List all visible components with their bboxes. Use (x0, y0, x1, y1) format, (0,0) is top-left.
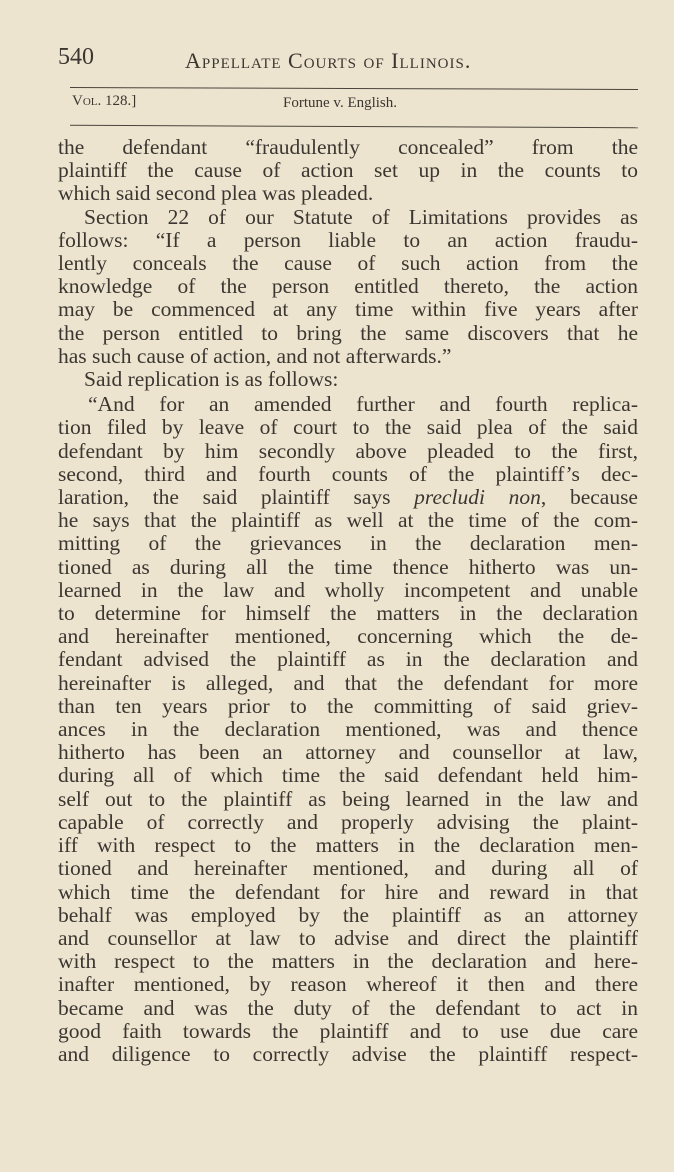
text-line: which said second plea was pleaded. (58, 181, 374, 206)
text-line: the defendant “fraudulently concealed” from the (58, 135, 638, 159)
text-line: iff with respect to the matters in the declaration men- (58, 833, 638, 858)
text-line: hereinafter is alleged, and that the defendant for more (58, 670, 638, 695)
body-text (58, 136, 638, 1066)
latin-phrase: precludi non (414, 485, 541, 510)
text-line: tion filed by leave of court to the said plea of the said (58, 415, 638, 440)
text-line: self out to the plaintiff as being learned in the law and (58, 786, 638, 811)
text-line: follows: “If a person liable to an action fraudu- (58, 227, 638, 252)
text-line: he says that the plaintiff as well at the time of the com- (58, 508, 638, 533)
paragraph (58, 368, 638, 391)
text-line: Section 22 of our Statute of Limitations provides as (84, 204, 638, 229)
text-line: “And for an amended further and fourth replica- (88, 392, 638, 417)
text-line: behalf was employed by the plaintiff as an attorney (58, 902, 638, 927)
text-line: fendant advised the plaintiff as in the declaration and (58, 647, 638, 672)
header-rule-top (70, 87, 638, 90)
paragraph (58, 206, 638, 368)
text-line: Said replication is as follows: (84, 367, 339, 392)
text-line: during all of which time the said defendant held him- (58, 763, 638, 788)
text-line: learned in the law and wholly incompetent and unable (58, 577, 638, 602)
text-line: lently conceals the cause of such action from the (58, 251, 638, 276)
text-line: than ten years prior to the committing of said griev- (58, 693, 638, 718)
text-line: plaintiff the cause of action set up in the counts to (58, 158, 638, 183)
text-line: and counsellor at law to advise and direct the plaintiff (58, 925, 638, 950)
text-line: may be commenced at any time within five years after (58, 297, 638, 322)
quoted-replication (58, 393, 638, 1066)
case-title: Fortune v. English. (283, 95, 398, 111)
text-line: knowledge of the person entitled thereto, the action (58, 274, 638, 299)
text-line: second, third and fourth counts of the plaintiff’s dec- (58, 461, 638, 486)
text-line: tioned and hereinafter mentioned, and during all of (58, 856, 638, 881)
text-line: laration, the said plaintiff says precludi non, because (58, 485, 638, 510)
volume-label: Vol. 128.] (72, 93, 137, 109)
text-line: tioned as during all the time thence hitherto was un- (58, 554, 638, 579)
text-line: and diligence to correctly advise the plaintiff respect- (58, 1041, 638, 1066)
text-line: inafter mentioned, by reason whereof it then and there (58, 972, 638, 997)
text-line: mitting of the grievances in the declaration men- (58, 531, 638, 556)
text-line: the person entitled to bring the same discovers that he (58, 320, 638, 345)
text-line: good faith towards the plaintiff and to use due care (58, 1018, 638, 1043)
text-line: and hereinafter mentioned, concerning which the de- (58, 624, 638, 649)
text-line: has such cause of action, and not afterwards.” (58, 343, 452, 368)
text-line: hitherto has been an attorney and counsellor at law, (58, 740, 638, 765)
text-line: became and was the duty of the defendant to act in (58, 995, 638, 1020)
text-line: capable of correctly and properly advising the plaint- (58, 809, 638, 834)
text-line: defendant by him secondly above pleaded to the first, (58, 438, 638, 463)
text-line: which time the defendant for hire and reward in that (58, 879, 638, 904)
page-number: 540 (58, 44, 94, 70)
text-line: to determine for himself the matters in the declaration (58, 601, 638, 626)
running-title: Appellate Courts of Illinois. (185, 48, 472, 73)
paragraph (58, 136, 638, 206)
text-line: with respect to the matters in the declaration and here- (58, 949, 638, 974)
header-rule-bottom (70, 125, 638, 128)
text-line: ances in the declaration mentioned, was and thence (58, 717, 638, 742)
